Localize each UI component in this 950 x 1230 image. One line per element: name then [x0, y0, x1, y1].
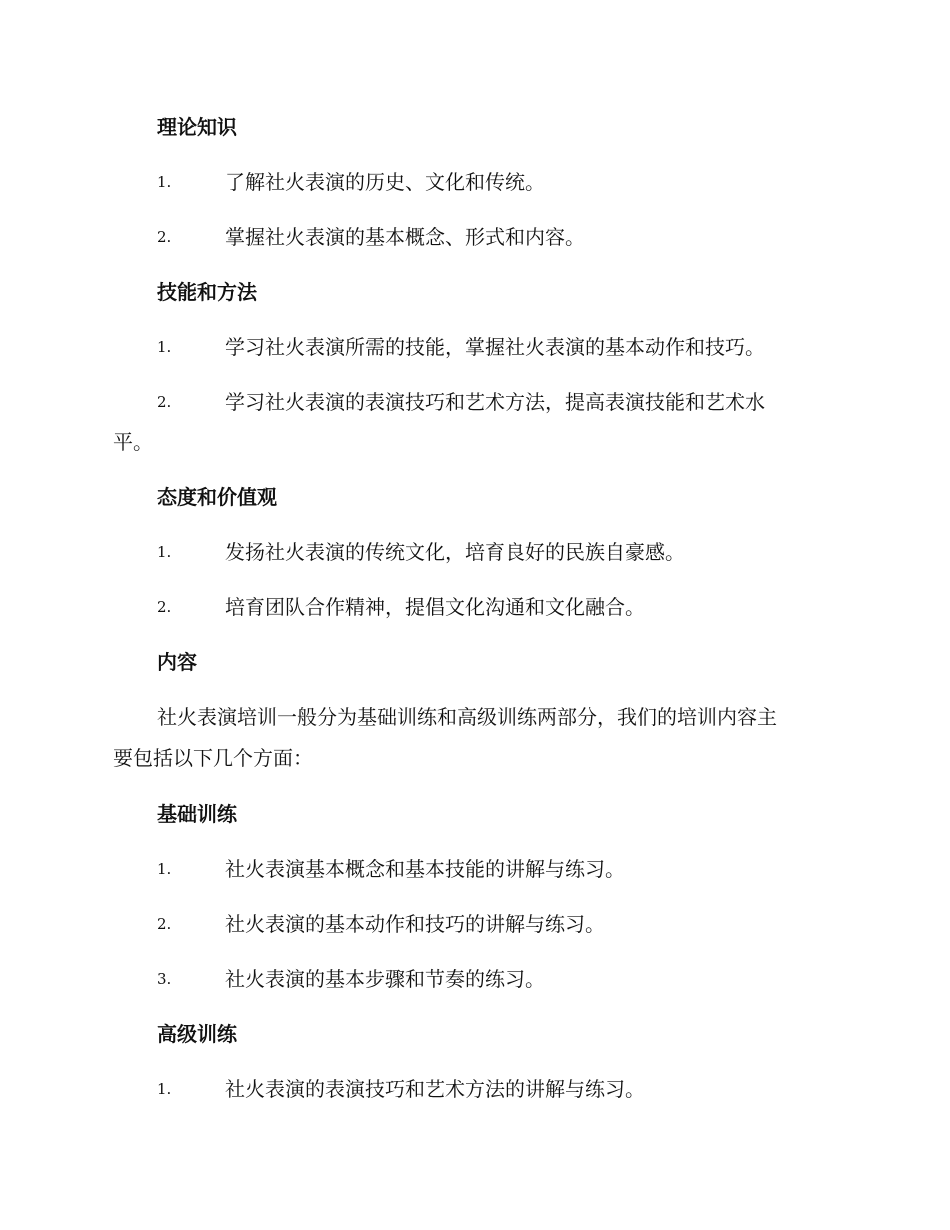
section-heading-skills: 技能和方法 [157, 280, 257, 304]
list-item-text: 学习社火表演的表演技巧和艺术方法，提高表演技能和艺术水 [225, 390, 765, 414]
list-item-text: 学习社火表演所需的技能，掌握社火表演的基本动作和技巧。 [225, 335, 765, 359]
list-item-number: 1. [157, 1080, 172, 1098]
list-item-text: 社火表演的表演技巧和艺术方法的讲解与练习。 [225, 1077, 645, 1101]
list-item-number: 1. [157, 860, 172, 878]
list-item-number: 1. [157, 543, 172, 561]
list-item-number: 2. [157, 915, 172, 933]
list-item-text: 社火表演的基本动作和技巧的讲解与练习。 [225, 912, 605, 936]
list-item-text: 社火表演基本概念和基本技能的讲解与练习。 [225, 857, 625, 881]
list-item-number: 1. [157, 338, 172, 356]
list-item-text: 社火表演的基本步骤和节奏的练习。 [225, 967, 545, 991]
list-item-number: 2. [157, 228, 172, 246]
section-heading-basic-training: 基础训练 [157, 802, 237, 826]
list-item-number: 2. [157, 598, 172, 616]
list-item-number: 1. [157, 173, 172, 191]
list-item-text-continuation: 平。 [113, 430, 153, 454]
list-item-text: 掌握社火表演的基本概念、形式和内容。 [225, 225, 585, 249]
list-item-number: 3. [157, 970, 172, 988]
section-heading-advanced-training: 高级训练 [157, 1022, 237, 1046]
section-heading-content: 内容 [157, 650, 197, 674]
list-item-text: 培育团队合作精神，提倡文化沟通和文化融合。 [225, 595, 645, 619]
list-item-text: 了解社火表演的历史、文化和传统。 [225, 170, 545, 194]
list-item-text: 发扬社火表演的传统文化，培育良好的民族自豪感。 [225, 540, 685, 564]
paragraph-text: 社火表演培训一般分为基础训练和高级训练两部分，我们的培训内容主 [157, 705, 777, 729]
paragraph-text-continuation: 要包括以下几个方面： [113, 746, 313, 770]
list-item-number: 2. [157, 393, 172, 411]
section-heading-theory: 理论知识 [157, 115, 237, 139]
section-heading-attitude: 态度和价值观 [157, 485, 277, 509]
